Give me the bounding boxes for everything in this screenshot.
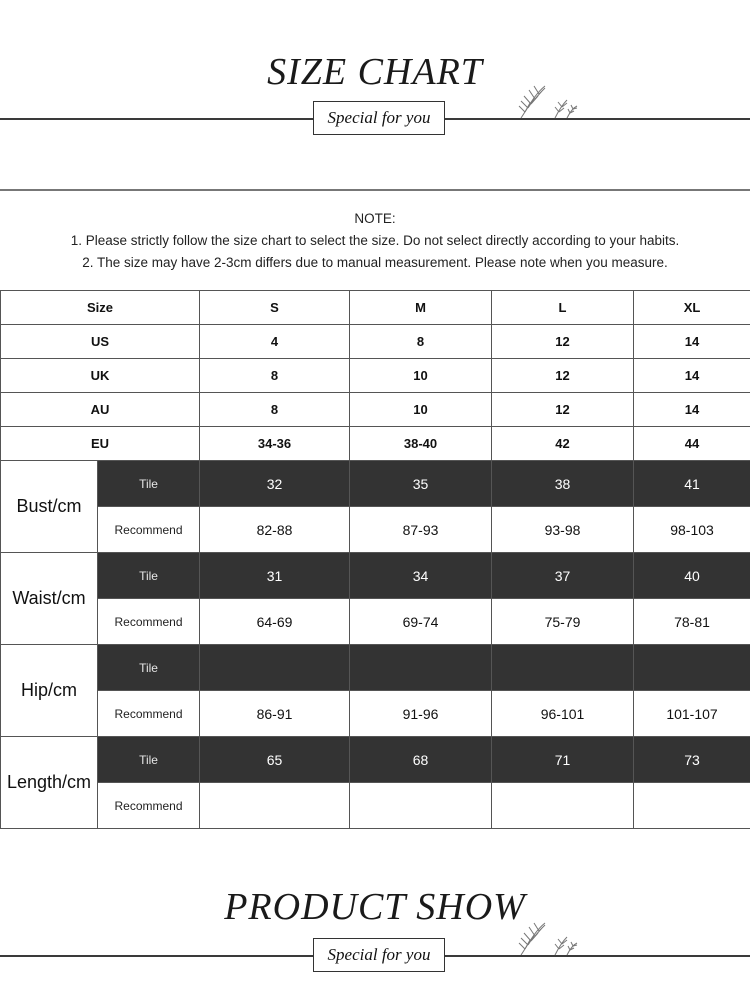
leaf-icon bbox=[515, 921, 585, 957]
table-cell: 44 bbox=[634, 427, 750, 461]
table-cell: 14 bbox=[634, 359, 750, 393]
region-label: AU bbox=[1, 393, 200, 427]
header-tagline: Special for you bbox=[313, 101, 445, 135]
table-cell: 86-91 bbox=[200, 691, 350, 737]
table-cell: 34 bbox=[350, 553, 492, 599]
table-cell bbox=[350, 783, 492, 829]
region-label: EU bbox=[1, 427, 200, 461]
table-cell: 8 bbox=[200, 393, 350, 427]
table-cell: 12 bbox=[492, 393, 634, 427]
table-cell: 71 bbox=[492, 737, 634, 783]
tile-label: Tile bbox=[98, 645, 200, 691]
table-cell: 91-96 bbox=[350, 691, 492, 737]
table-row bbox=[1, 553, 750, 599]
product-show-title: PRODUCT SHOW bbox=[224, 886, 526, 928]
table-header-row bbox=[1, 291, 750, 325]
table-cell bbox=[200, 783, 350, 829]
table-cell: 69-74 bbox=[350, 599, 492, 645]
table-row bbox=[1, 393, 750, 427]
table-cell: 75-79 bbox=[492, 599, 634, 645]
measure-label-waist: Waist/cm bbox=[1, 553, 98, 645]
table-cell: 8 bbox=[200, 359, 350, 393]
recommend-label: Recommend bbox=[98, 691, 200, 737]
table-row bbox=[1, 599, 750, 645]
table-cell: 78-81 bbox=[634, 599, 750, 645]
table-cell: 65 bbox=[200, 737, 350, 783]
recommend-label: Recommend bbox=[98, 599, 200, 645]
table-cell: 73 bbox=[634, 737, 750, 783]
table-cell: 38-40 bbox=[350, 427, 492, 461]
note-line-2: 2. The size may have 2-3cm differs due to manual measurement. Please note when you measure. bbox=[82, 255, 668, 270]
table-cell: 38 bbox=[492, 461, 634, 507]
table-cell: 68 bbox=[350, 737, 492, 783]
table-cell bbox=[350, 645, 492, 691]
table-cell bbox=[634, 783, 750, 829]
table-cell: 98-103 bbox=[634, 507, 750, 553]
table-cell: 101-107 bbox=[634, 691, 750, 737]
table-cell: 12 bbox=[492, 325, 634, 359]
section-divider bbox=[0, 189, 750, 191]
size-xl: XL bbox=[634, 291, 750, 325]
table-row bbox=[1, 507, 750, 553]
header-rule-left bbox=[0, 118, 313, 120]
table-row bbox=[1, 691, 750, 737]
table-cell bbox=[634, 645, 750, 691]
size-table bbox=[0, 290, 750, 829]
table-cell: 12 bbox=[492, 359, 634, 393]
table-cell: 31 bbox=[200, 553, 350, 599]
table-cell: 10 bbox=[350, 359, 492, 393]
table-cell: 41 bbox=[634, 461, 750, 507]
table-cell bbox=[492, 645, 634, 691]
table-row bbox=[1, 325, 750, 359]
table-row bbox=[1, 645, 750, 691]
size-s: S bbox=[200, 291, 350, 325]
size-chart-title: SIZE CHART bbox=[267, 51, 483, 93]
footer-rule-left bbox=[0, 955, 313, 957]
table-row bbox=[1, 461, 750, 507]
table-cell: 8 bbox=[350, 325, 492, 359]
leaf-icon bbox=[515, 84, 585, 120]
table-cell: 82-88 bbox=[200, 507, 350, 553]
size-l: L bbox=[492, 291, 634, 325]
note-line-1: 1. Please strictly follow the size chart to select the size. Do not select directly according to your habits. bbox=[70, 233, 680, 248]
table-cell: 10 bbox=[350, 393, 492, 427]
table-cell bbox=[492, 783, 634, 829]
table-row bbox=[1, 427, 750, 461]
table-cell: 14 bbox=[634, 325, 750, 359]
region-label: UK bbox=[1, 359, 200, 393]
recommend-label: Recommend bbox=[98, 783, 200, 829]
measure-label-hip: Hip/cm bbox=[1, 645, 98, 737]
table-cell: 40 bbox=[634, 553, 750, 599]
footer-rule-right bbox=[444, 955, 750, 957]
note-heading: NOTE: bbox=[354, 211, 396, 226]
size-header: Size bbox=[1, 291, 200, 325]
header-rule-right bbox=[444, 118, 750, 120]
measure-label-length: Length/cm bbox=[1, 737, 98, 829]
measure-label-bust: Bust/cm bbox=[1, 461, 98, 553]
table-row bbox=[1, 737, 750, 783]
table-cell: 32 bbox=[200, 461, 350, 507]
table-row bbox=[1, 783, 750, 829]
table-cell: 4 bbox=[200, 325, 350, 359]
table-cell: 14 bbox=[634, 393, 750, 427]
table-row bbox=[1, 359, 750, 393]
table-cell: 37 bbox=[492, 553, 634, 599]
recommend-label: Recommend bbox=[98, 507, 200, 553]
table-cell: 93-98 bbox=[492, 507, 634, 553]
footer-tagline: Special for you bbox=[313, 938, 445, 972]
tile-label: Tile bbox=[98, 553, 200, 599]
table-cell: 42 bbox=[492, 427, 634, 461]
table-cell: 35 bbox=[350, 461, 492, 507]
table-cell: 96-101 bbox=[492, 691, 634, 737]
table-cell bbox=[200, 645, 350, 691]
table-cell: 64-69 bbox=[200, 599, 350, 645]
table-cell: 87-93 bbox=[350, 507, 492, 553]
tile-label: Tile bbox=[98, 737, 200, 783]
table-cell: 34-36 bbox=[200, 427, 350, 461]
tile-label: Tile bbox=[98, 461, 200, 507]
region-label: US bbox=[1, 325, 200, 359]
size-m: M bbox=[350, 291, 492, 325]
